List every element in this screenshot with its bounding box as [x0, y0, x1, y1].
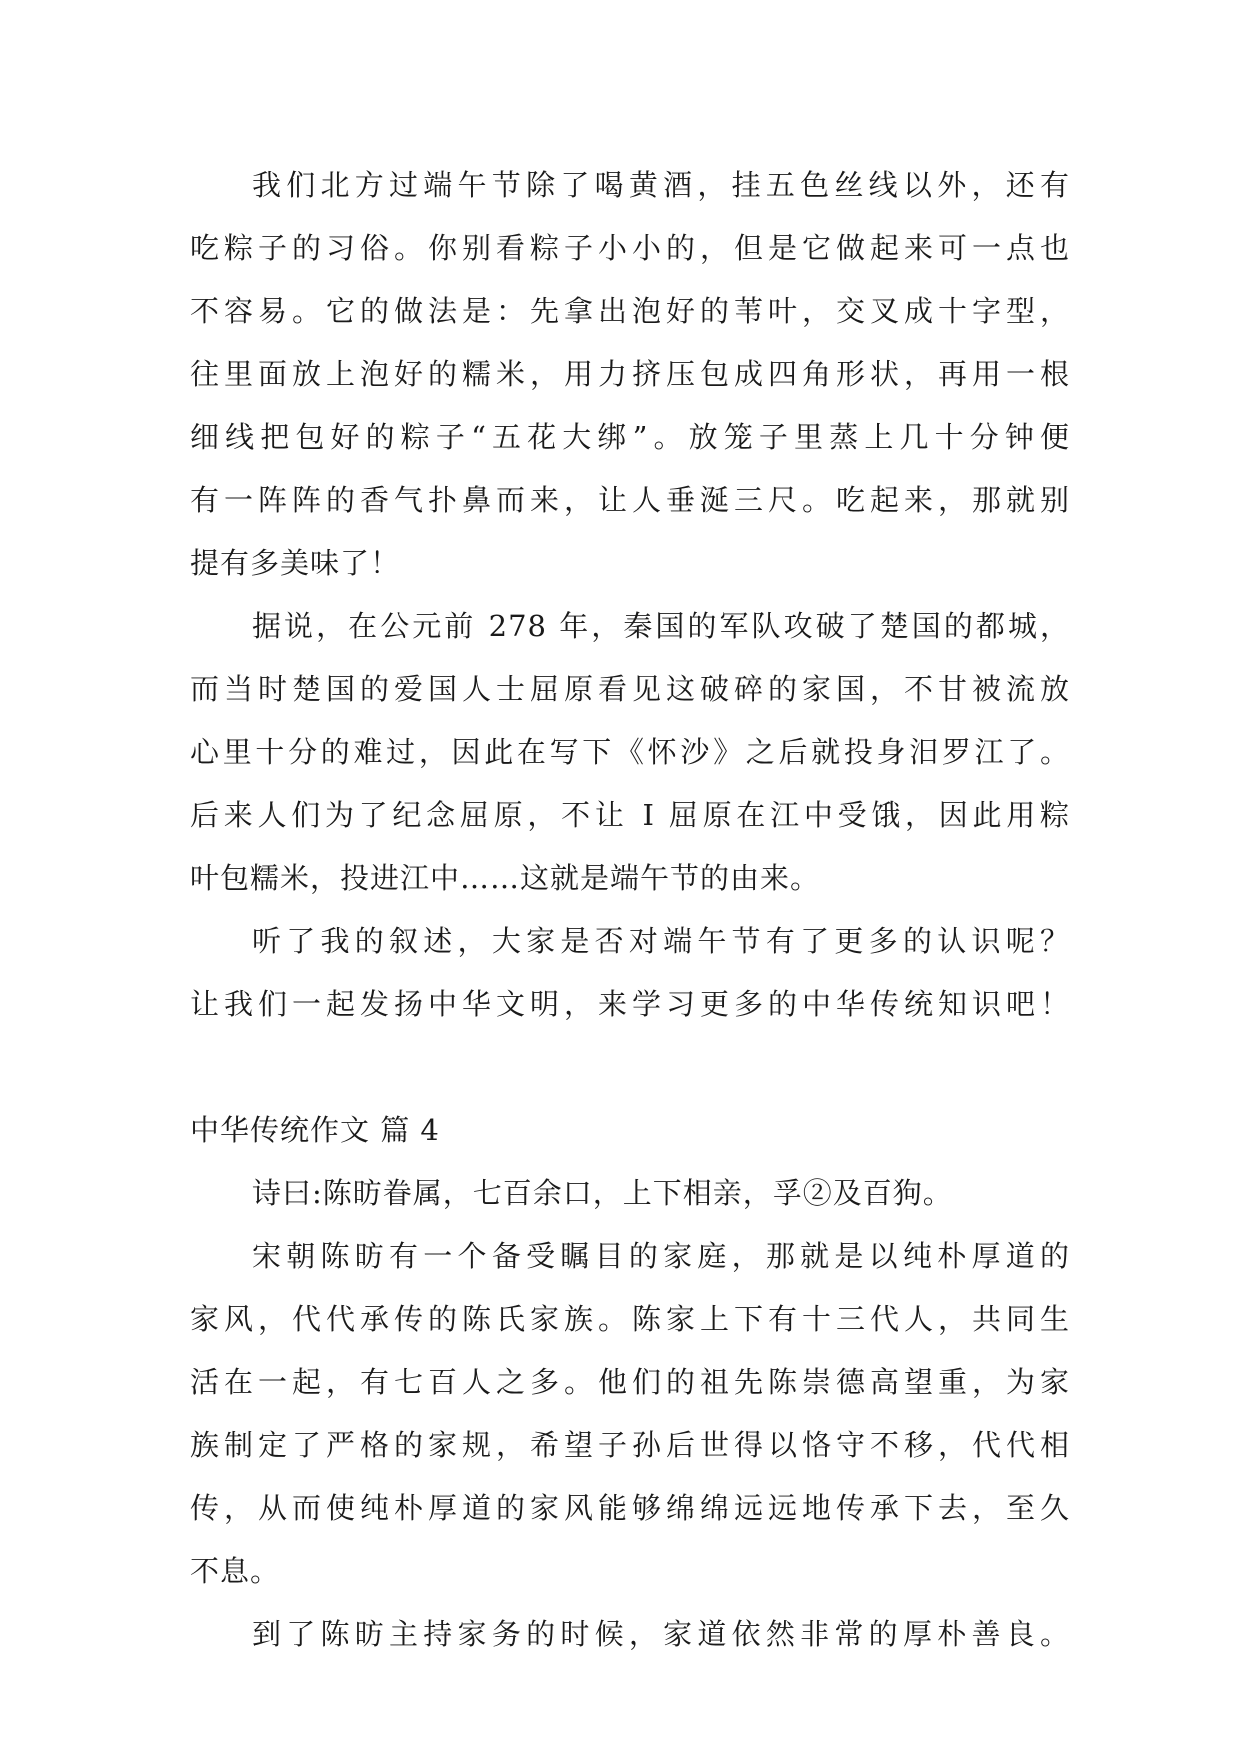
poem-line: 诗曰:陈昉眷属，七百余口，上下相亲，孚②及百狗。: [252, 1176, 953, 1210]
paragraph-line: 听了我的叙述，大家是否对端午节有了更多的认识呢？: [252, 924, 1070, 958]
paragraph-line: 家风，代代承传的陈氏家族。陈家上下有十三代人，共同生: [190, 1302, 1070, 1336]
paragraph-line: 我们北方过端午节除了喝黄酒，挂五色丝线以外，还有: [252, 168, 1070, 202]
paragraph-line: 不容易。它的做法是：先拿出泡好的苇叶，交叉成十字型，: [190, 294, 1070, 328]
paragraph-line: 宋朝陈昉有一个备受瞩目的家庭，那就是以纯朴厚道的: [252, 1239, 1070, 1273]
paragraph-line: 心里十分的难过，因此在写下《怀沙》之后就投身汨罗江了。: [190, 735, 1070, 769]
paragraph-line: 吃粽子的习俗。你别看粽子小小的，但是它做起来可一点也: [190, 231, 1070, 265]
paragraph-line: 往里面放上泡好的糯米，用力挤压包成四角形状，再用一根: [190, 357, 1070, 391]
paragraph-line: 到了陈昉主持家务的时候，家道依然非常的厚朴善良。: [252, 1617, 1070, 1651]
section-heading: 中华传统作文 篇 4: [190, 1113, 440, 1147]
paragraph-line: 不息。: [190, 1554, 281, 1588]
paragraph-line: 据说，在公元前 278 年，秦国的军队攻破了楚国的都城，: [252, 609, 1070, 643]
paragraph-line: 叶包糯米，投进江中……这就是端午节的由来。: [190, 861, 821, 895]
paragraph-line: 细线把包好的粽子“五花大绑”。放笼子里蒸上几十分钟便: [190, 420, 1070, 454]
paragraph-line: 活在一起，有七百人之多。他们的祖先陈崇德高望重，为家: [190, 1365, 1070, 1399]
paragraph-line: 让我们一起发扬中华文明，来学习更多的中华传统知识吧！: [190, 987, 1070, 1021]
paragraph-line: 而当时楚国的爱国人士屈原看见这破碎的家国，不甘被流放: [190, 672, 1070, 706]
paragraph-line: 传，从而使纯朴厚道的家风能够绵绵远远地传承下去，至久: [190, 1491, 1070, 1525]
paragraph-line: 族制定了严格的家规，希望子孙后世得以恪守不移，代代相: [190, 1428, 1070, 1462]
paragraph-line: 提有多美味了！: [190, 546, 401, 580]
paragraph-line: 有一阵阵的香气扑鼻而来，让人垂涎三尺。吃起来，那就别: [190, 483, 1070, 517]
paragraph-line: 后来人们为了纪念屈原，不让 I 屈原在江中受饿，因此用粽: [190, 798, 1070, 832]
